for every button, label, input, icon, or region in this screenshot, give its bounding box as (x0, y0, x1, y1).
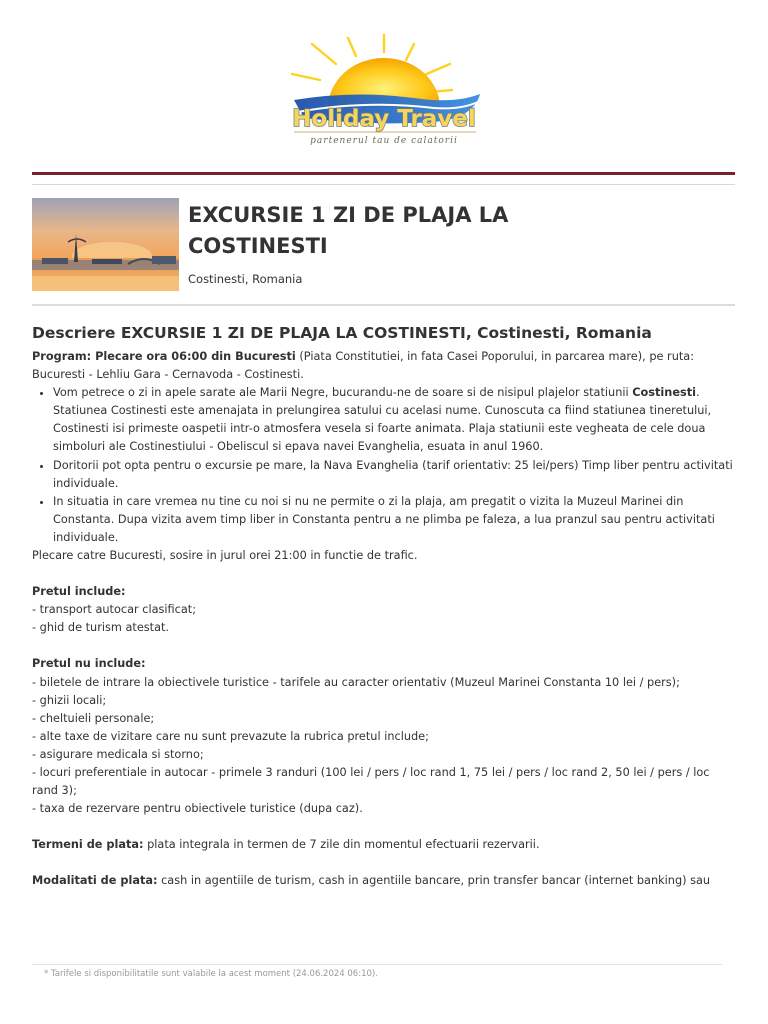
itinerary-list (32, 384, 738, 547)
description-section (32, 322, 738, 890)
excludes-label-text: Pretul nu include: (32, 657, 146, 671)
logo-tagline: partenerul tau de calatorii (310, 136, 458, 146)
includes-item: - ghid de turism atestat. (32, 621, 170, 635)
includes-label (32, 583, 738, 601)
payment-terms (32, 836, 738, 854)
list-item (53, 384, 738, 456)
excludes-label (32, 655, 738, 673)
program-text: (Piata Constitutiei, in fata Casei Poporului, in parcarea mare), pe ruta: Bucuresti - Lehliu Gara - Cernavoda - Costinesti. (32, 350, 695, 382)
excludes-item: - locuri preferentiale in autocar - primele 3 randuri (100 lei / pers / loc rand 1, 75 lei / pers / loc rand 2, 50 lei / pers / loc rand 3); (32, 765, 710, 798)
costinesti-beach-photo (32, 198, 179, 291)
excludes-item: - cheltuieli personale; (32, 711, 155, 725)
excludes-item: - asigurare medicala si storno; (32, 747, 204, 761)
footer-note: * Tarifele si disponibilitatile sunt valabile la acest moment (24.06.2024 06:10). (44, 969, 378, 979)
program-label: Program: Plecare ora 06:00 din Bucuresti (32, 350, 296, 363)
excludes-item: - biletele de intrare la obiectivele turistice - tarifele au caracter orientativ (Muzeul Marinei Constanta 10 lei / pers); (32, 675, 680, 689)
description-heading: Descriere EXCURSIE 1 ZI DE PLAJA LA COSTINESTI, Costinesti, Romania (32, 324, 652, 342)
bullet1-text-a: Vom petrece o zi in apele sarate ale Marii Negre, bucurandu-ne de soare si de nisipul plajelor statiunii (53, 386, 633, 400)
program-paragraph (32, 348, 738, 384)
payment-methods-label: Modalitati de plata: (32, 874, 158, 888)
includes-item: - transport autocar clasificat; (32, 603, 197, 617)
excludes-item: - alte taxe de vizitare care nu sunt prevazute la rubrica pretul include; (32, 729, 429, 743)
holiday-travel-logo (284, 34, 484, 150)
payment-methods-text: cash in agentiile de turism, cash in agentiile bancare, prin transfer bancar (internet banking) sau (157, 874, 711, 888)
footer-divider (32, 964, 722, 965)
header-divider (32, 184, 735, 185)
excludes-item: - taxa de rezervare pentru obiectivele turistice (dupa caz). (32, 802, 363, 816)
list-item: • Doritorii pot opta pentru o excursie pe mare, la Nava Evanghelia (tarif orientativ: 25 lei/pers) Timp liber pentru activitati individuale. (53, 457, 738, 493)
list-item: • In situatia in care vremea nu tine cu noi si nu ne permite o zi la plaja, am pregatit o vizita la Muzeul Marinei din Constanta. Dupa vizita avem timp liber in Constanta pentru a ne plimba pe faleza, a lua pranzul sau pentru activitati individuale. (53, 493, 738, 547)
payment-methods (32, 872, 738, 890)
payment-terms-text: plata integrala in termen de 7 zile din momentul efectuarii rezervarii. (143, 838, 540, 852)
excludes-item: - ghizii locali; (32, 693, 107, 707)
payment-terms-label: Termeni de plata: (32, 838, 144, 852)
page-title: EXCURSIE 1 ZI DE PLAJA LA COSTINESTI (188, 203, 509, 258)
header-accent-rule (32, 172, 735, 175)
section-divider (32, 304, 735, 306)
includes-label-text: Pretul include: (32, 585, 126, 599)
bullet1-bold: Costinesti (632, 386, 696, 400)
trip-location: Costinesti, Romania (188, 272, 303, 286)
return-paragraph: Plecare catre Bucuresti, sosire in jurul orei 21:00 in functie de trafic. (32, 549, 418, 563)
bullet1-text-b: . Statiunea Costinesti este amenajata in prelungirea satului cu acelasi nume. Cunoscuta ca fiind statiunea tineretului, Costinesti isi primeste oaspetii intr-o atmosfera vesela si foarte animata. Plaja statiunii este vegheata de cele doua simboluri ale Costinestiului - Obeliscul si epava navei Evanghelia, esuata in anul 1960. (53, 386, 712, 454)
logo-brand-text: Holiday Travel (292, 106, 476, 132)
